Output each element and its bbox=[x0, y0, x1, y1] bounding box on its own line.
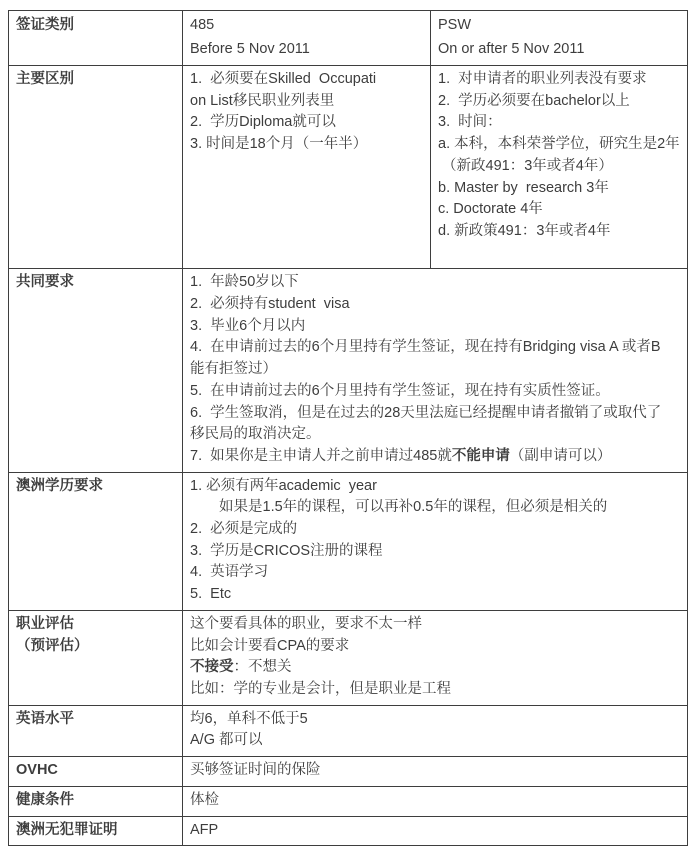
common-requirements-0-text: 7. 如果你是主申请人并之前申请过485就 bbox=[190, 447, 452, 464]
main-differences-1-line-2: 3. 时间： bbox=[438, 114, 502, 131]
australian-study-requirement-0-line-0: 1. 必须有两年academic year bbox=[190, 477, 377, 494]
main-differences-1-line-6: c. Doctorate 4年 bbox=[438, 201, 543, 218]
cell-main-differences-0 bbox=[183, 66, 431, 269]
common-requirements-0-line-0: 1. 年龄50岁以下 bbox=[190, 274, 299, 291]
cell-english-level-0 bbox=[183, 705, 688, 756]
row-label-health-condition bbox=[9, 786, 183, 816]
table-row-health-condition bbox=[9, 786, 688, 816]
australian-study-requirement-0-line-4: 4. 英语学习 bbox=[190, 564, 269, 581]
skills-assessment-0-bold-text: 不接受 bbox=[190, 659, 234, 676]
cell-ovhc-0 bbox=[183, 757, 688, 787]
skills-assessment-0-line-1: 比如会计要看CPA的要求 bbox=[190, 637, 350, 654]
common-requirements-0-text: （副申请可以） bbox=[509, 447, 612, 464]
label-australian-police-check-line-0: 澳洲无犯罪证明 bbox=[16, 821, 118, 838]
label-english-level-line-0: 英语水平 bbox=[16, 710, 74, 727]
table-row-australian-study-requirement bbox=[9, 472, 688, 610]
main-differences-1-line-4: （新政491：3年或者4年） bbox=[438, 157, 613, 174]
cell-australian-police-check-0 bbox=[183, 816, 688, 846]
common-requirements-0-line-6: 6. 学生签取消，但是在过去的28天里法庭已经提醒申请者撤销了或取代了 bbox=[190, 404, 662, 421]
row-label-ovhc bbox=[9, 757, 183, 787]
table-row-ovhc bbox=[9, 757, 688, 787]
table-row-main-differences bbox=[9, 66, 688, 269]
common-requirements-0-bold-text: 不能申请 bbox=[451, 447, 510, 464]
main-differences-1-line-0: 1. 对申请者的职业列表没有要求 bbox=[438, 71, 647, 87]
main-differences-1-line-1: 2. 学历必须要在bachelor以上 bbox=[438, 92, 630, 109]
row-label-australian-police-check bbox=[9, 816, 183, 846]
label-skills-assessment-line-1: （预评估） bbox=[16, 637, 89, 654]
australian-study-requirement-0-line-3: 3. 学历是CRICOS注册的课程 bbox=[190, 542, 383, 559]
australian-study-requirement-0-line-2: 2. 必须是完成的 bbox=[190, 521, 298, 538]
table-row-visa-type bbox=[9, 11, 688, 66]
label-health-condition-line-0: 健康条件 bbox=[16, 791, 74, 808]
row-label-main-differences bbox=[9, 66, 183, 269]
table-row-australian-police-check bbox=[9, 816, 688, 846]
row-label-australian-study-requirement bbox=[9, 472, 183, 610]
row-label-skills-assessment bbox=[9, 610, 183, 705]
table-row-common-requirements bbox=[9, 269, 688, 472]
label-visa-type-line-0: 签证类别 bbox=[16, 17, 74, 33]
common-requirements-0-line-5: 5. 在申请前过去的6个月里持有学生签证，现在持有实质性签证。 bbox=[190, 382, 610, 399]
common-requirements-0-line-1: 2. 必须持有student visa bbox=[190, 296, 350, 313]
skills-assessment-0-line-2 bbox=[190, 657, 681, 679]
australian-study-requirement-0-line-5: 5. Etc bbox=[190, 586, 232, 603]
english-level-0-line-1: A/G 都可以 bbox=[190, 732, 263, 749]
label-main-differences-line-0: 主要区别 bbox=[16, 71, 74, 87]
common-requirements-0-line-8 bbox=[190, 446, 681, 468]
visa-type-1-line-1: On or after 5 Nov 2011 bbox=[438, 40, 585, 57]
visa-type-1-line-0: PSW bbox=[438, 17, 472, 33]
main-differences-0-line-1: on List移民职业列表里 bbox=[190, 92, 335, 109]
main-differences-1-line-3: a. 本科，本科荣誉学位，研究生是2年 bbox=[438, 136, 680, 153]
table-body bbox=[9, 11, 688, 846]
row-label-english-level bbox=[9, 705, 183, 756]
label-skills-assessment-line-0: 职业评估 bbox=[16, 615, 74, 632]
row-label-visa-type bbox=[9, 11, 183, 66]
table-row-english-level bbox=[9, 705, 688, 756]
cell-skills-assessment-0 bbox=[183, 610, 688, 705]
cell-visa-type-1 bbox=[431, 11, 688, 66]
australian-police-check-0-line-0: AFP bbox=[190, 821, 219, 838]
main-differences-0-line-3: 3. 时间是18个月（一年半） bbox=[190, 136, 368, 153]
visa-type-0-line-1: Before 5 Nov 2011 bbox=[190, 40, 310, 57]
skills-assessment-0-line-0: 这个要看具体的职业，要求不太一样 bbox=[190, 615, 422, 632]
main-differences-1-line-5: b. Master by research 3年 bbox=[438, 179, 609, 196]
main-differences-0-line-0: 1. 必须要在Skilled Occupati bbox=[190, 71, 377, 87]
main-differences-1-line-7: d. 新政策491：3年或者4年 bbox=[438, 222, 611, 239]
main-differences-0-line-2: 2. 学历Diploma就可以 bbox=[190, 114, 336, 131]
cell-australian-study-requirement-0 bbox=[183, 472, 688, 610]
main-differences-1-line-8 bbox=[438, 243, 681, 265]
common-requirements-0-line-2: 3. 毕业6个月以内 bbox=[190, 317, 306, 334]
label-common-requirements-line-0: 共同要求 bbox=[16, 274, 74, 291]
visa-type-0-line-0: 485 bbox=[190, 17, 215, 33]
australian-study-requirement-0-line-1: 如果是1.5年的课程，可以再补0.5年的课程，但必须是相关的 bbox=[190, 499, 608, 516]
skills-assessment-0-line-3: 比如：学的专业是会计，但是职业是工程 bbox=[190, 680, 451, 697]
english-level-0-line-0: 均6，单科不低于5 bbox=[190, 710, 308, 727]
common-requirements-0-line-3: 4. 在申请前过去的6个月里持有学生签证，现在持有Bridging visa A 或者B bbox=[190, 339, 661, 356]
ovhc-0-line-0: 买够签证时间的保险 bbox=[190, 762, 321, 779]
table-row-skills-assessment bbox=[9, 610, 688, 705]
common-requirements-0-line-7: 移民局的取消决定。 bbox=[190, 426, 321, 443]
row-label-common-requirements bbox=[9, 269, 183, 472]
cell-common-requirements-0 bbox=[183, 269, 688, 472]
health-condition-0-line-0: 体检 bbox=[190, 791, 219, 808]
visa-comparison-table bbox=[8, 10, 688, 846]
cell-visa-type-0 bbox=[183, 11, 431, 66]
label-australian-study-requirement-line-0: 澳洲学历要求 bbox=[16, 477, 103, 494]
label-ovhc-line-0: OVHC bbox=[16, 762, 58, 779]
cell-health-condition-0 bbox=[183, 786, 688, 816]
common-requirements-0-line-4: 能有拒签过） bbox=[190, 361, 277, 378]
skills-assessment-0-text: ：不想关 bbox=[233, 659, 292, 676]
cell-main-differences-1 bbox=[431, 66, 688, 269]
